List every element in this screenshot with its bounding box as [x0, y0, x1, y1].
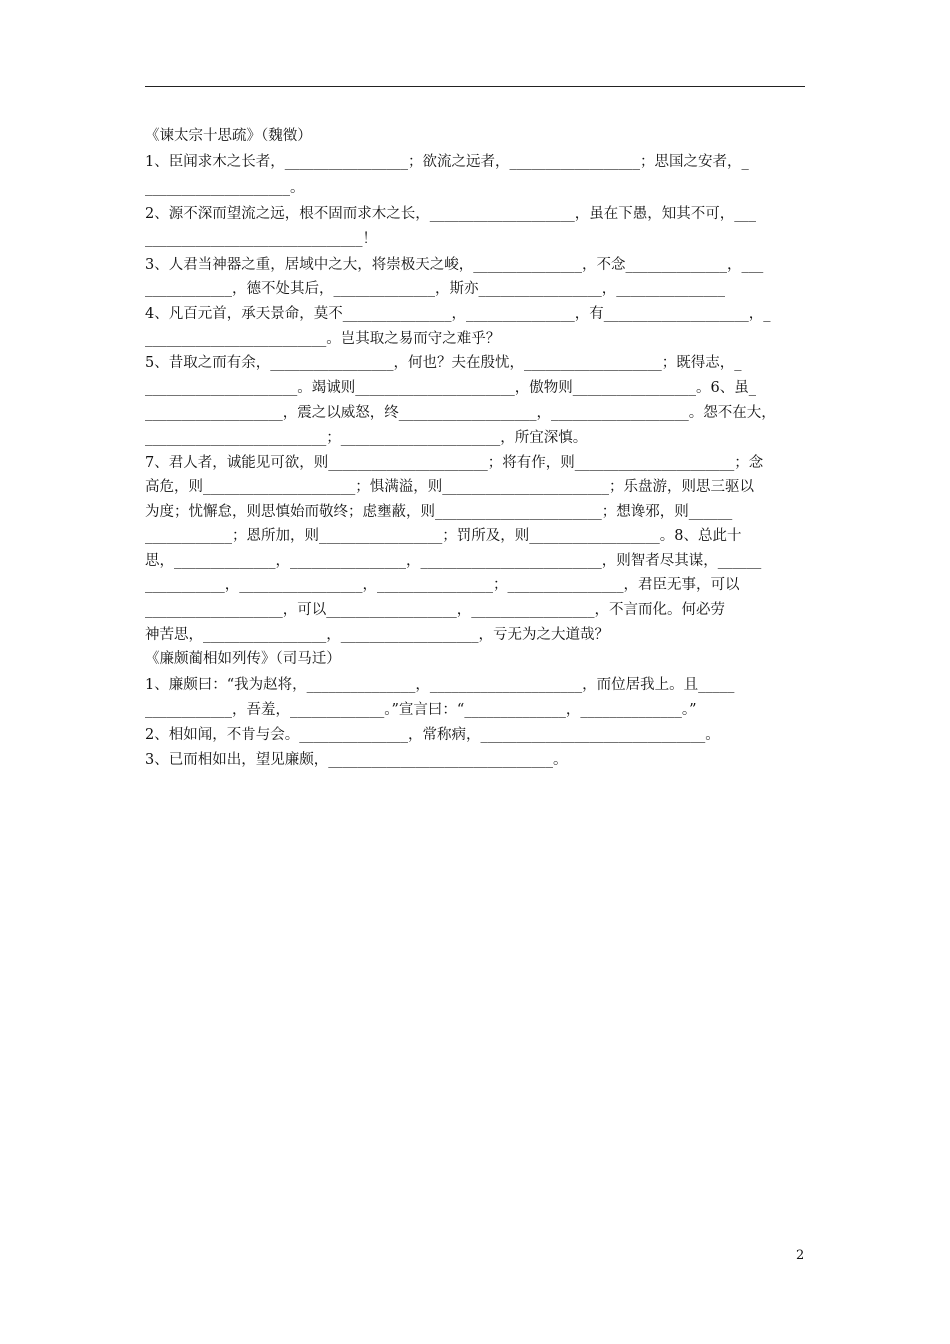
text-line: 1、臣闻求木之长者，_________________；欲流之远者，__________________；思国之安者，_	[145, 154, 749, 170]
text-line: ______________________________！	[145, 231, 377, 247]
text-line: _________________________。岂其取之易而守之难乎？	[145, 331, 501, 347]
page-number: 2	[796, 1248, 805, 1263]
text-line: 7、君人者，诚能见可欲，则______________________；将有作，则______________________；念	[145, 455, 764, 471]
text-line: 4、凡百元首，承天景命，莫不_______________，_______________，有____________________，_	[145, 306, 771, 322]
text-line: 高危，则_____________________；惧满溢，则_______________________；乐盘游，则思三驱以	[145, 479, 754, 495]
section-title-lianpo: 《廉颇蔺相如列传》（司马迁）	[145, 651, 341, 667]
text-line: ____________________。	[145, 180, 305, 196]
text-line: 思，______________，________________，_________________________，则智者尽其谋，______	[145, 553, 762, 569]
text-line: 2、相如闻，不肯与会。_______________，常称病，_______________________________。	[145, 727, 720, 743]
text-line: 3、人君当神器之重，居域中之大，将崇极天之峻，_______________，不念______________，___	[145, 257, 764, 273]
text-line: ___________________，可以__________________，_________________，不言而化。何必劳	[145, 602, 725, 618]
text-line: ____________，吾羞，_____________。”宣言曰：“______________，______________。”	[145, 702, 697, 718]
text-line: 5、昔取之而有余，_________________，何也？夫在殷忧，___________________；既得志，_	[145, 355, 742, 371]
text-line: ___________________，震之以威怒，终___________________，___________________。怨不在大，	[145, 405, 776, 421]
text-line: 神苦思，_________________，___________________，亏无为之大道哉？	[145, 627, 609, 643]
text-line: 2、源不深而望流之远，根不固而求木之长，____________________，虽在下愚，知其不可，___	[145, 206, 756, 222]
section-title-jian-taizong: 《谏太宗十思疏》（魏徵）	[145, 128, 312, 144]
text-line: _____________________。竭诚则______________________，傲物则_________________。6、虽_	[145, 380, 756, 396]
text-line: 1、廉颇曰：“我为赵将，_______________，_____________________，而位居我上。且_____	[145, 677, 735, 693]
text-line: 3、已而相如出，望见廉颇，_______________________________。	[145, 752, 568, 768]
header-rule	[145, 86, 805, 87]
text-line: _________________________；______________________，所宜深慎。	[145, 430, 588, 446]
text-line: ____________；恩所加，则_________________；罚所及，则__________________。8、总此十	[145, 528, 742, 544]
text-line: ____________，德不处其后，______________，斯亦_________________，_______________	[145, 281, 725, 297]
text-line: 为度；忧懈怠，则思慎始而敬终；虑壅蔽，则_______________________；想谗邪，则______	[145, 504, 733, 520]
text-line: ___________，_________________，________________；________________，君臣无事，可以	[145, 577, 740, 593]
